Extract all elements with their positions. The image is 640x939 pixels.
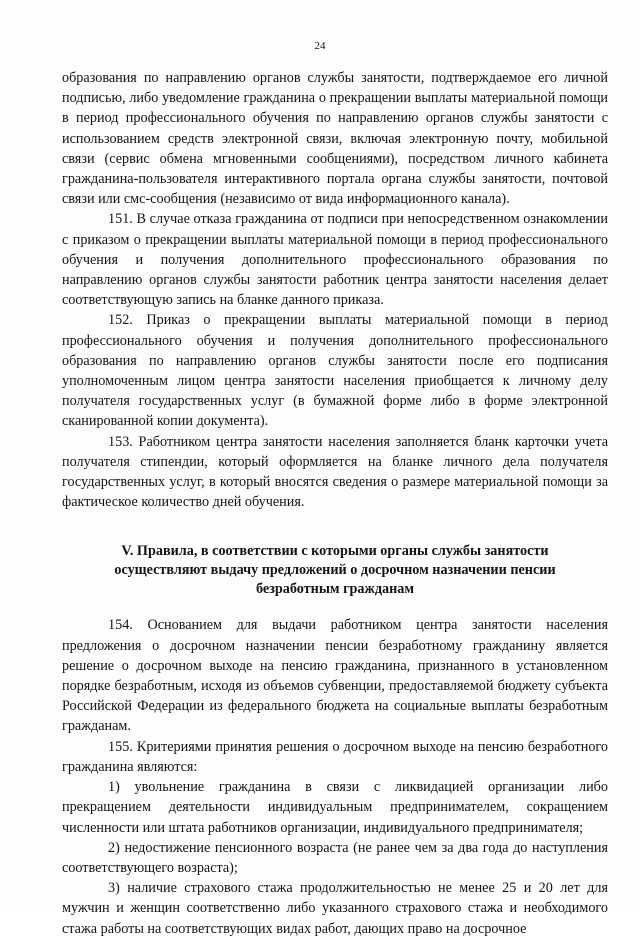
- section-heading-line-1: V. Правила, в соответствии с которыми органы службы занятости: [121, 543, 549, 560]
- paragraph-155-item-2: 2) недостижение пенсионного возраста (не ранее чем за два года до наступления соответствующего возраста);: [62, 839, 608, 876]
- page-number: 24: [314, 40, 326, 52]
- paragraph-151: 151. В случае отказа гражданина от подписи при непосредственном ознакомлении с приказом о прекращении выплаты материальной помощи в период профессионального обучения и получения дополнительного профессионального образования по направлению органов службы занятости работник центра занятости населения делает соответствующую запись на бланке данного приказа.: [62, 211, 608, 309]
- paragraph-154: 154. Основанием для выдачи работником центра занятости населения предложения о досрочном назначении пенсии безработному гражданину является решение о досрочном выходе на пенсию гражданина, признанного в установленном порядке безработным, исходя из объемов субвенции, предоставляемой бюджету субъекта Российской Федерации из федерального бюджета на социальные выплаты безработным гражданам.: [62, 617, 608, 735]
- paragraph-155: 155. Критериями принятия решения о досрочном выходе на пенсию безработного гражданина являются:: [62, 738, 608, 775]
- section-heading-line-2: осуществляют выдачу предложений о досрочном назначении пенсии: [114, 562, 556, 579]
- paragraph-153: 153. Работником центра занятости населения заполняется бланк карточки учета получателя стипендии, который оформляется на бланке личного дела получателя государственных услуг, в который вносятся сведения о размере материальной помощи за фактическое количество дней обучения.: [62, 433, 608, 511]
- paragraph-155-item-1: 1) увольнение гражданина в связи с ликвидацией организации либо прекращением деятельности индивидуальным предпринимателем, сокращением численности или штата работников организации, индивидуального предпринимателя;: [62, 779, 608, 836]
- paragraph-continuation: образования по направлению органов службы занятости, подтверждаемое его личной подписью, либо уведомление гражданина о прекращении выплаты материальной помощи в период профессионального обучения по направлению органов службы занятости с использованием средств электронной связи, включая электронную почту, мобильной связи (сервис обмена мгновенными сообщениями), посредством личного кабинета гражданина-пользователя интерактивного портала органа службы занятости, почтовой связи или смс-сообщения (независимо от вида информационного канала).: [62, 70, 608, 208]
- section-heading: [62, 542, 608, 599]
- paragraph-152: 152. Приказ о прекращении выплаты материальной помощи в период профессионального обучения и получения дополнительного профессионального образования по направлению органов службы занятости после его подписания уполномоченным лицом центра занятости населения приобщается к личному делу получателя государственных услуг (в бумажной форме либо в форме электронной сканированной копии документа).: [62, 312, 608, 430]
- document-body: [62, 68, 608, 939]
- section-heading-line-3: безработным гражданам: [255, 581, 415, 598]
- paragraph-155-item-3: 3) наличие страхового стажа продолжительностью не менее 25 и 20 лет для мужчин и женщин соответственно либо указанного страхового стажа и необходимого стажа работы на соответствующих видах работ, дающих право на досрочное: [62, 880, 608, 937]
